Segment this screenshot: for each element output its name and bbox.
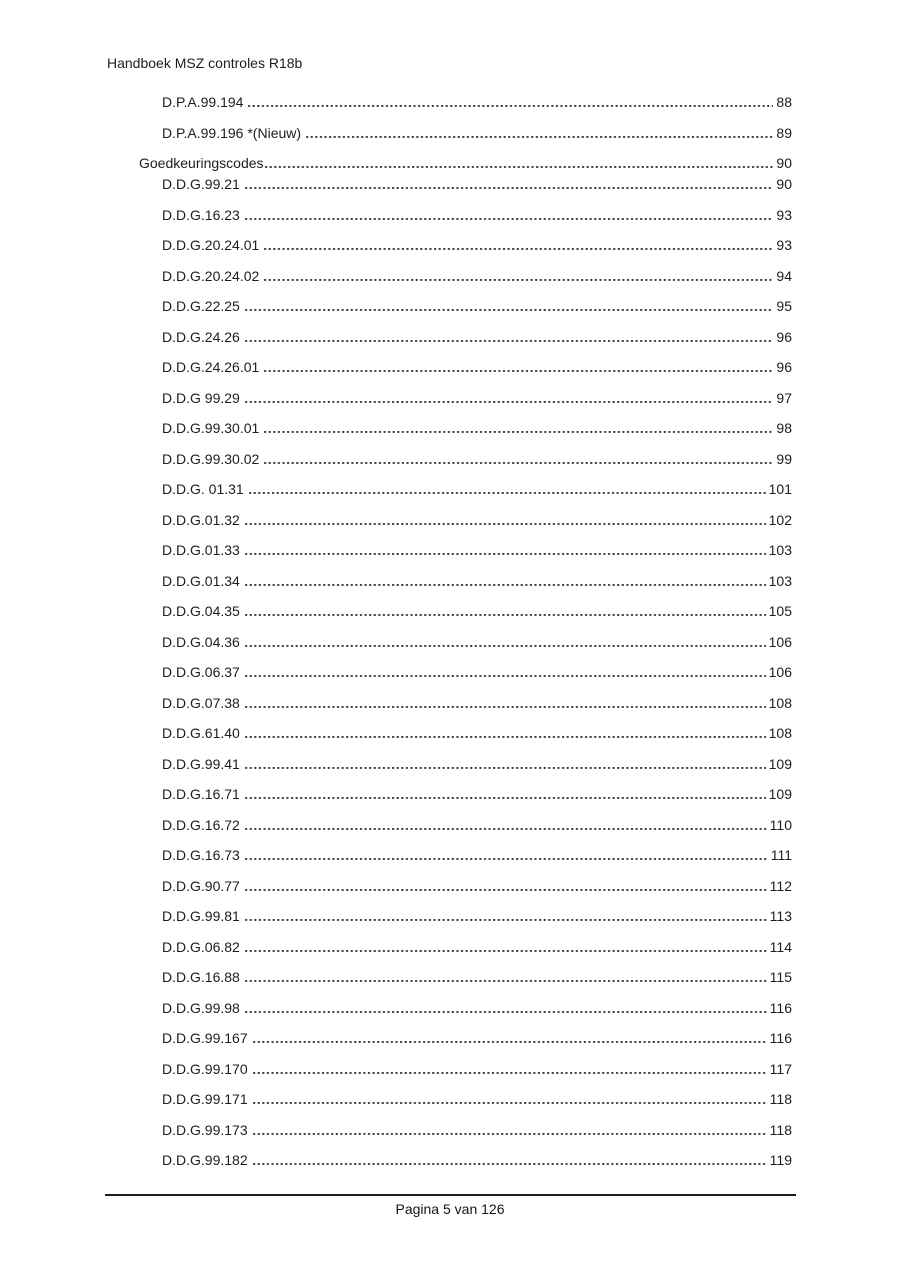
- dotted-leader: [253, 1120, 767, 1140]
- dotted-leader: [249, 479, 766, 499]
- dotted-leader: [245, 906, 767, 926]
- toc-entry: [0, 967, 900, 998]
- document-title: Handboek MSZ controles R18b: [107, 55, 303, 71]
- dotted-leader: [245, 327, 774, 347]
- dotted-leader: [245, 632, 766, 652]
- toc-entry-label: D.D.G.04.36: [162, 633, 240, 650]
- toc-entry-page: 95: [776, 298, 792, 314]
- dotted-leader: [264, 449, 773, 469]
- toc-entry-page: 94: [776, 267, 792, 284]
- toc-entry-label: D.D.G.16.23: [162, 206, 240, 223]
- table-of-contents: [0, 92, 900, 1181]
- dotted-leader: [245, 540, 766, 560]
- toc-entry-label: D.D.G.99.81: [162, 908, 240, 924]
- toc-entry-page: 103: [768, 542, 792, 558]
- toc-entry-label: D.D.G.16.88: [162, 969, 240, 985]
- toc-entry-page: 98: [776, 420, 792, 436]
- toc-entry-label: D.P.A.99.194: [162, 94, 244, 110]
- dotted-leader: [245, 723, 766, 743]
- toc-entry-label: D.D.G.99.21: [162, 176, 240, 192]
- toc-entry-page: 93: [776, 206, 792, 223]
- dotted-leader: [245, 693, 766, 713]
- toc-entry-label: D.D.G.04.35: [162, 603, 240, 619]
- dotted-leader: [253, 1089, 767, 1109]
- toc-entry-label: D.D.G.01.34: [162, 572, 240, 589]
- toc-entry-page: 96: [776, 328, 792, 345]
- toc-entry-label: D.D.G.16.73: [162, 847, 240, 863]
- toc-entry-label: D.D.G.06.37: [162, 664, 240, 680]
- toc-entry: [0, 998, 900, 1029]
- toc-entry: [0, 1150, 900, 1181]
- toc-entry: [0, 123, 900, 154]
- dotted-leader: [265, 153, 774, 173]
- toc-entry-page: 97: [776, 389, 792, 406]
- dotted-leader: [245, 510, 766, 530]
- dotted-leader: [306, 123, 773, 143]
- toc-entry-label: D.D.G. 01.31: [162, 481, 244, 497]
- toc-entry: [0, 1028, 900, 1059]
- toc-entry-label: D.D.G 99.29: [162, 389, 240, 406]
- toc-entry-page: 114: [769, 938, 792, 955]
- dotted-leader: [264, 357, 773, 377]
- dotted-leader: [245, 662, 766, 682]
- dotted-leader: [245, 388, 774, 408]
- dotted-leader: [245, 815, 767, 835]
- toc-entry: [0, 479, 900, 510]
- toc-entry-label: D.D.G.22.25: [162, 298, 240, 314]
- toc-entry: [0, 266, 900, 297]
- toc-entry-page: 111: [770, 847, 792, 863]
- toc-entry-label: D.D.G.24.26: [162, 328, 240, 345]
- toc-entry: [0, 1120, 900, 1151]
- toc-entry-label: D.D.G.01.33: [162, 542, 240, 558]
- toc-entry: [0, 510, 900, 541]
- toc-entry: [0, 357, 900, 388]
- toc-entry: [0, 418, 900, 449]
- toc-entry-page: 90: [776, 176, 792, 192]
- toc-entry-page: 96: [776, 359, 792, 375]
- toc-entry-page: 102: [768, 511, 792, 528]
- toc-entry: [0, 784, 900, 815]
- toc-entry-label: D.D.G.99.41: [162, 755, 240, 772]
- toc-entry: [0, 571, 900, 602]
- toc-entry: [0, 815, 900, 846]
- toc-entry-label: D.D.G.99.182: [162, 1152, 248, 1168]
- toc-entry-page: 99: [776, 450, 792, 467]
- toc-entry-label: D.D.G.99.173: [162, 1121, 248, 1138]
- dotted-leader: [245, 601, 766, 621]
- toc-entry-label: D.D.G.01.32: [162, 511, 240, 528]
- toc-entry-label: D.D.G.90.77: [162, 877, 240, 894]
- dotted-leader: [245, 296, 774, 316]
- toc-entry: [0, 235, 900, 266]
- dotted-leader: [245, 937, 767, 957]
- toc-entry-page: 89: [776, 124, 792, 141]
- toc-entry-label: D.D.G.06.82: [162, 938, 240, 955]
- toc-entry-page: 117: [769, 1060, 792, 1077]
- toc-entry-page: 88: [776, 94, 792, 110]
- toc-entry-label: D.D.G.99.98: [162, 999, 240, 1016]
- toc-entry-page: 118: [769, 1121, 792, 1138]
- toc-entry: [0, 296, 900, 327]
- footer-page-number: Pagina 5 van 126: [395, 1201, 505, 1217]
- toc-entry-page: 113: [769, 908, 792, 924]
- dotted-leader: [253, 1059, 767, 1079]
- dotted-leader: [264, 235, 773, 255]
- toc-entry: [0, 632, 900, 663]
- toc-entry: [0, 174, 900, 205]
- toc-entry-label: D.D.G.99.167: [162, 1030, 248, 1046]
- toc-entry: [0, 92, 900, 123]
- toc-entry: [0, 540, 900, 571]
- toc-entry-page: 112: [769, 877, 792, 894]
- toc-entry-label: D.D.G.16.72: [162, 816, 240, 833]
- toc-entry: [0, 693, 900, 724]
- dotted-leader: [245, 998, 767, 1018]
- dotted-leader: [245, 174, 774, 194]
- toc-entry: [0, 388, 900, 419]
- footer-divider: [105, 1194, 796, 1196]
- dotted-leader: [245, 876, 767, 896]
- toc-entry: [0, 754, 900, 785]
- toc-entry-label: D.D.G.16.71: [162, 786, 240, 802]
- dotted-leader: [253, 1028, 767, 1048]
- toc-entry-label: D.D.G.24.26.01: [162, 359, 260, 375]
- toc-entry-page: 116: [769, 999, 792, 1016]
- toc-entry: [0, 1089, 900, 1120]
- toc-entry: [0, 906, 900, 937]
- toc-entry-label: D.D.G.99.170: [162, 1060, 248, 1077]
- toc-entry: [0, 937, 900, 968]
- toc-entry: [0, 601, 900, 632]
- toc-entry-page: 106: [768, 664, 792, 680]
- toc-entry-label: D.D.G.07.38: [162, 694, 240, 711]
- toc-entry-page: 93: [776, 237, 792, 253]
- toc-entry: [0, 205, 900, 236]
- toc-entry-label: D.P.A.99.196 *(Nieuw): [162, 124, 302, 141]
- toc-entry-label: D.D.G.61.40: [162, 725, 240, 741]
- dotted-leader: [245, 754, 766, 774]
- toc-entry-page: 110: [769, 816, 792, 833]
- toc-entry-page: 108: [768, 725, 792, 741]
- toc-entry: [0, 449, 900, 480]
- dotted-leader: [245, 845, 768, 865]
- dotted-leader: [264, 266, 773, 286]
- dotted-leader: [245, 784, 766, 804]
- toc-entry-page: 118: [769, 1091, 792, 1107]
- toc-entry-page: 101: [768, 481, 792, 497]
- dotted-leader: [253, 1150, 767, 1170]
- toc-entry-page: 108: [768, 694, 792, 711]
- toc-entry-page: 103: [768, 572, 792, 589]
- toc-entry-label: Goedkeuringscodes: [139, 155, 264, 171]
- toc-entry: [0, 876, 900, 907]
- toc-entry-page: 106: [768, 633, 792, 650]
- toc-entry-page: 90: [776, 155, 792, 171]
- toc-entry: [0, 153, 900, 174]
- toc-entry-label: D.D.G.20.24.02: [162, 267, 260, 284]
- toc-entry-page: 105: [768, 603, 792, 619]
- toc-entry-label: D.D.G.99.30.02: [162, 450, 260, 467]
- toc-entry-page: 115: [769, 969, 792, 985]
- toc-entry-page: 109: [768, 755, 792, 772]
- toc-entry: [0, 662, 900, 693]
- toc-entry: [0, 845, 900, 876]
- dotted-leader: [245, 205, 774, 225]
- dotted-leader: [264, 418, 773, 438]
- dotted-leader: [245, 571, 766, 591]
- toc-entry-page: 116: [769, 1030, 792, 1046]
- dotted-leader: [245, 967, 767, 987]
- dotted-leader: [248, 92, 773, 112]
- toc-entry-label: D.D.G.20.24.01: [162, 237, 260, 253]
- toc-entry: [0, 723, 900, 754]
- toc-entry: [0, 327, 900, 358]
- toc-entry-label: D.D.G.99.171: [162, 1091, 248, 1107]
- toc-entry-page: 119: [769, 1152, 792, 1168]
- toc-entry-page: 109: [768, 786, 792, 802]
- toc-entry-label: D.D.G.99.30.01: [162, 420, 260, 436]
- toc-entry: [0, 1059, 900, 1090]
